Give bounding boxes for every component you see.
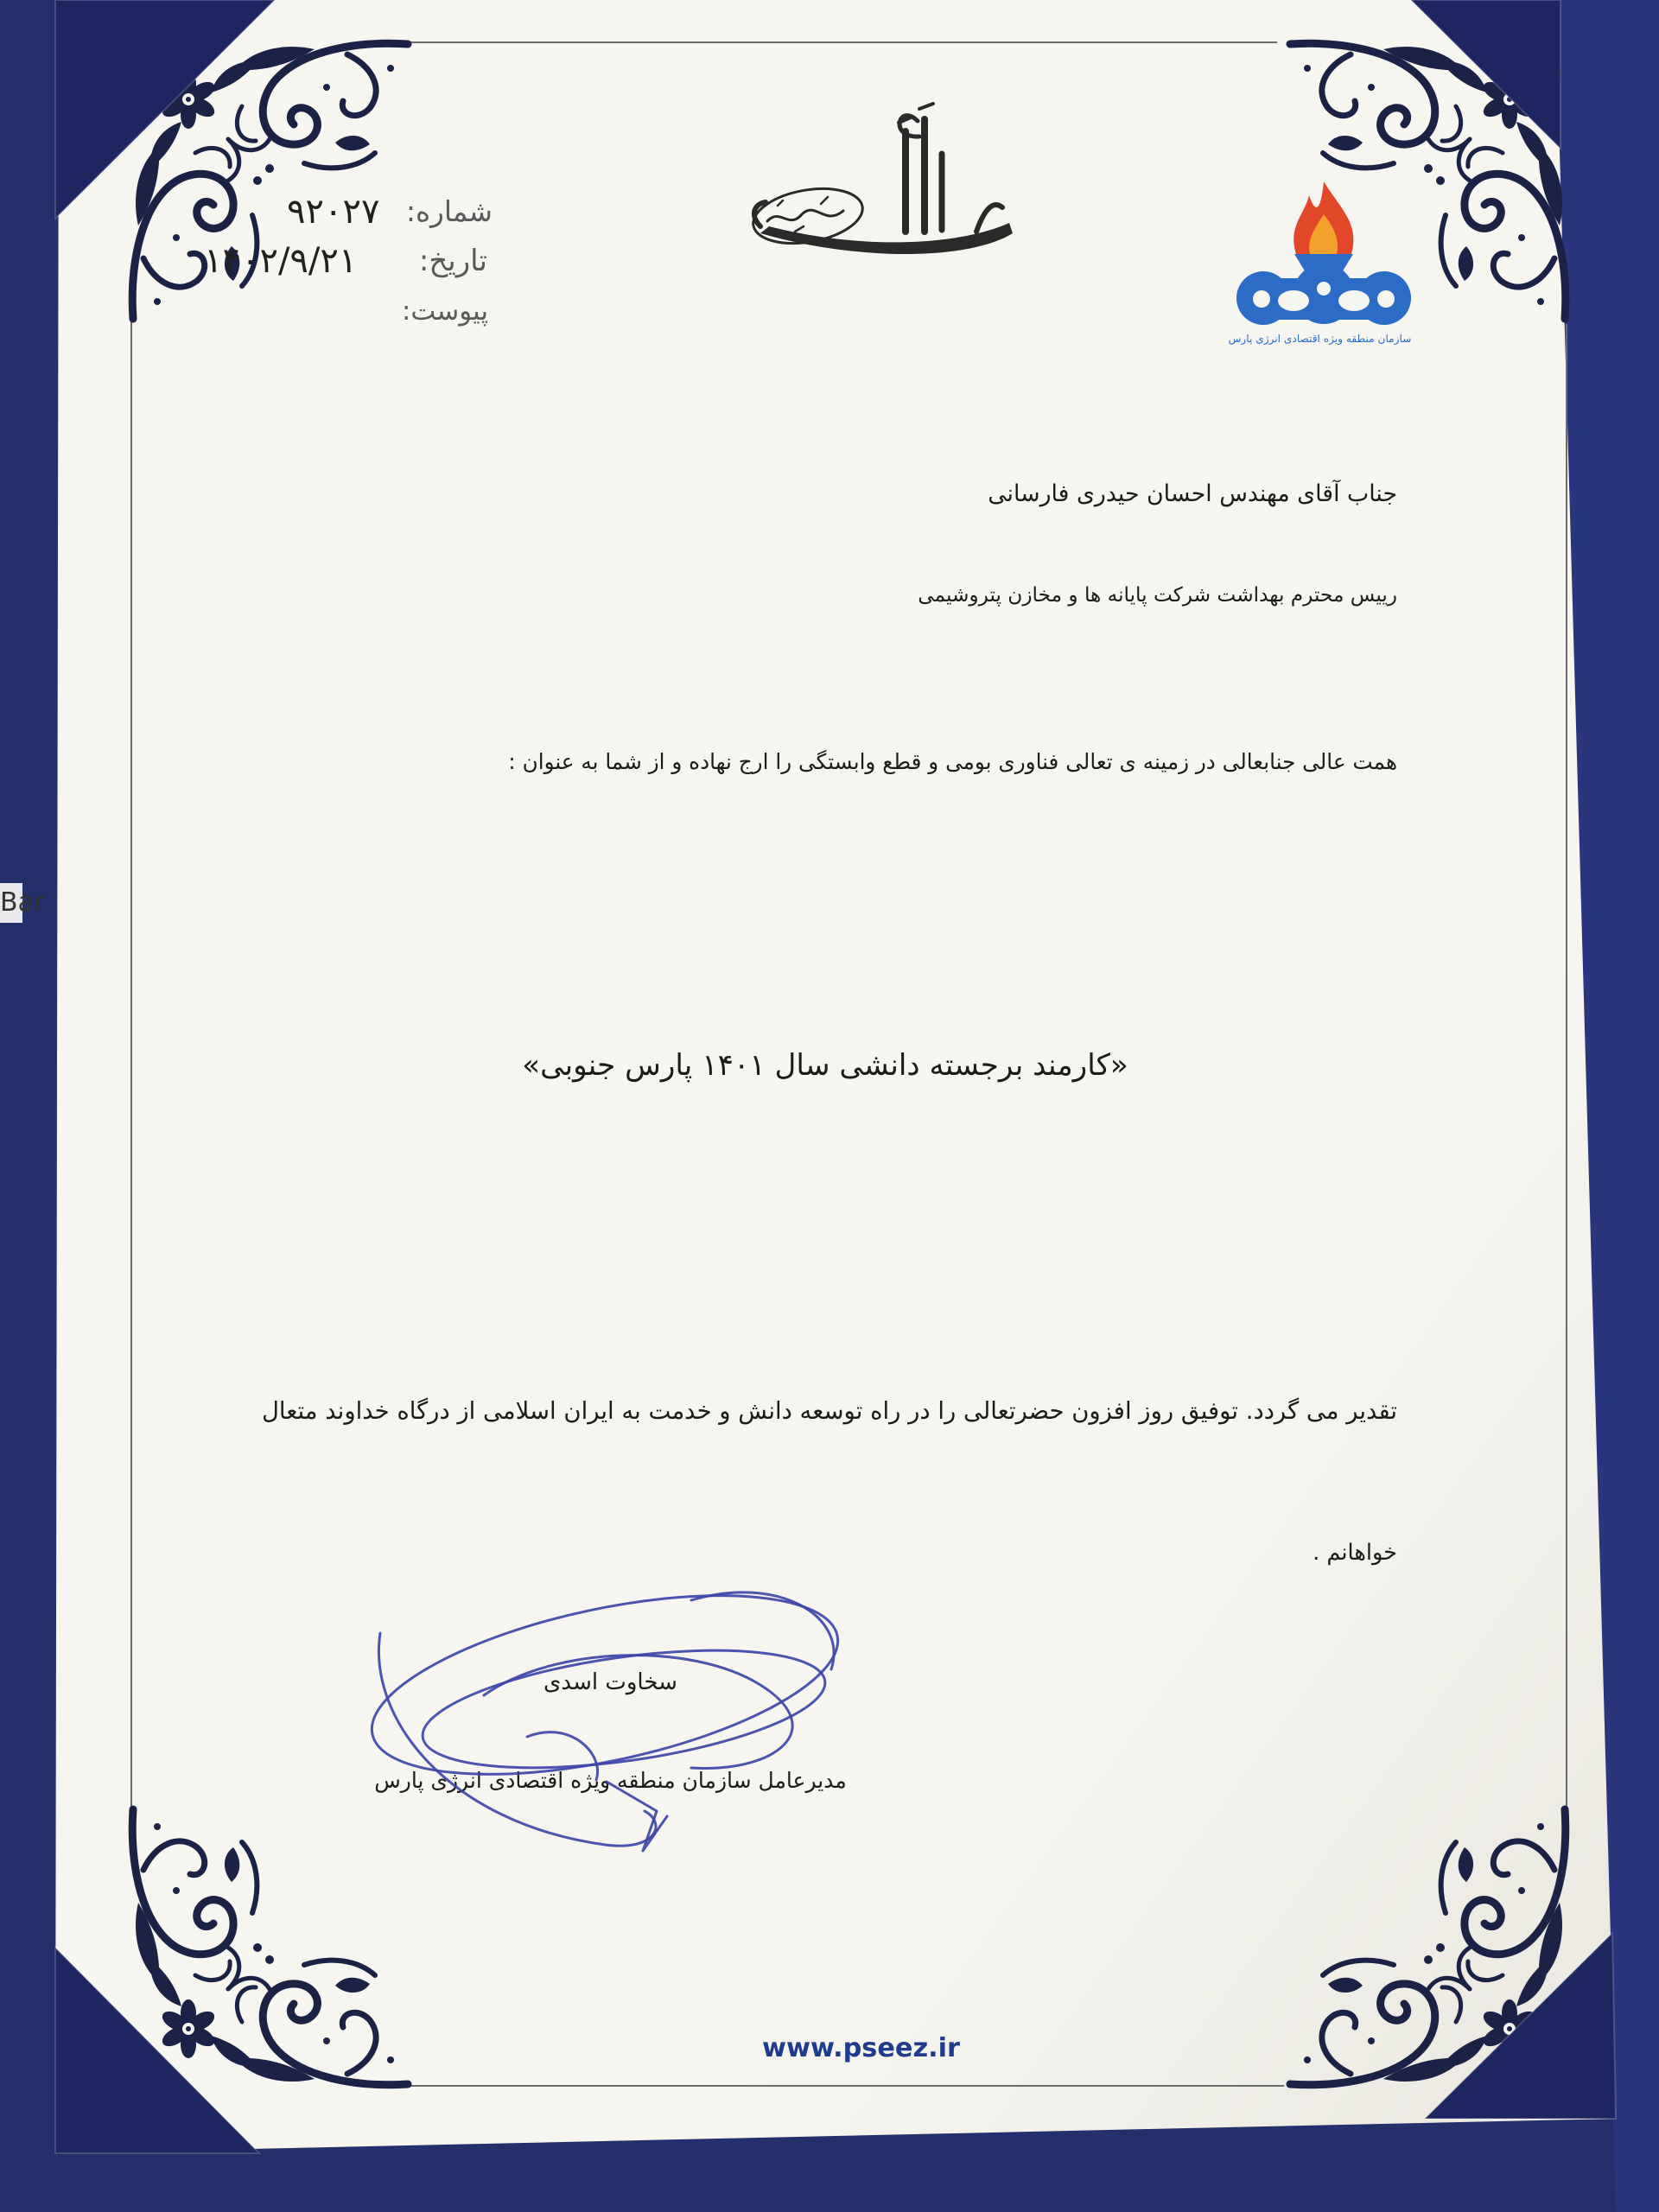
date-label: تاریخ: — [418, 243, 487, 278]
recipient-line-1 — [988, 464, 1397, 524]
signatory-title: مدیرعامل سازمان منطقه ویژه اقتصادی انرژی پارس — [374, 1768, 847, 1794]
signatory-title-box — [374, 1751, 847, 1811]
signatory-name-box — [543, 1656, 677, 1708]
closing-end-line — [1313, 1522, 1397, 1583]
closing-end-text: خواهانم . — [1313, 1539, 1397, 1566]
recipient-name: جناب آقای مهندس احسان حیدری فارسانی — [988, 480, 1397, 508]
intro-line — [508, 732, 1397, 792]
number-value-box — [287, 188, 389, 235]
attachment-label: پیوست: — [402, 295, 488, 327]
attachment-row — [402, 291, 488, 331]
date-value: ۱۴۰۲/۹/۲۱ — [204, 241, 358, 281]
closing-line — [261, 1381, 1397, 1441]
website-url: www.pseez.ir — [762, 2033, 960, 2064]
recipient-line-2 — [918, 565, 1397, 626]
recipient-title: رییس محترم بهداشت شرکت پایانه ها و مخازن پتروشیمی — [918, 583, 1397, 607]
logo-caption: سازمان منطقه ویژه اقتصادی انرژی پارس — [1228, 333, 1412, 346]
date-value-box — [204, 238, 389, 284]
footer-box — [762, 2027, 960, 2070]
number-row — [406, 192, 493, 232]
background-sheet-edge — [0, 883, 45, 923]
award-title: «کارمند برجسته دانشی سال ۱۴۰۱ پارس جنوبی» — [522, 1047, 1128, 1083]
edge-label: Bar — [0, 887, 45, 918]
award-title-box — [522, 1018, 1128, 1113]
intro-text: همت عالی جنابعالی در زمینه ی تعالی فناوری بومی و قطع وابستگی را ارج نهاده و از شما به عنوان : — [508, 748, 1397, 774]
number-label: شماره: — [406, 194, 493, 228]
number-value: ۹۲۰۲۷ — [287, 192, 380, 232]
logo-caption-box — [1227, 323, 1413, 356]
date-row — [408, 241, 487, 281]
closing-text: تقدیر می گردد. توفیق روز افزون حضرتعالی را در راه توسعه دانش و خدمت به ایران اسلامی از درگاه خداوند متعال — [261, 1396, 1397, 1425]
signatory-name: سخاوت اسدی — [543, 1669, 677, 1695]
